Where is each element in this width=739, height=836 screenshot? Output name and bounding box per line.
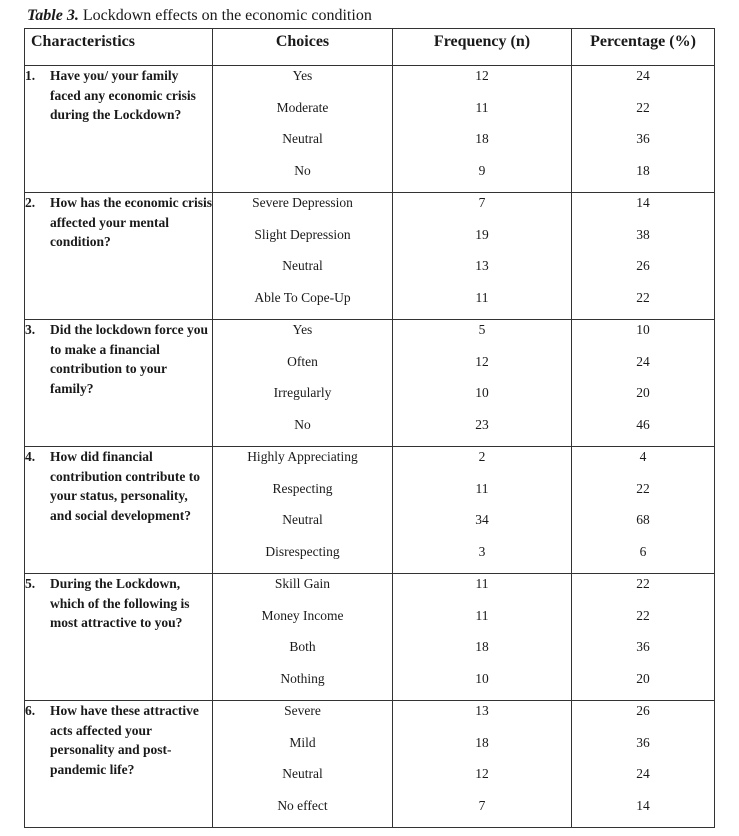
table-row (25, 447, 715, 574)
question-text: During the Lockdown, which of the following is most attractive to you? (50, 576, 190, 630)
question-number: 2. (25, 195, 36, 210)
percentage-value: 36 (636, 734, 650, 750)
table-row (25, 574, 715, 701)
choice-value: Severe (284, 703, 321, 718)
choice-value: Able To Cope-Up (254, 289, 351, 305)
percentage-value: 22 (636, 289, 650, 305)
choice-cell (213, 447, 393, 574)
question-number: 1. (25, 68, 36, 83)
table-row (25, 193, 715, 320)
question-number: 6. (25, 703, 36, 718)
percentage-value: 36 (636, 131, 650, 146)
percentage-cell (572, 193, 715, 320)
percentage-value: 22 (636, 576, 650, 591)
characteristic-cell (25, 701, 213, 828)
characteristic-cell (25, 574, 213, 701)
frequency-value: 11 (475, 576, 489, 591)
percentage-cell (572, 574, 715, 701)
percentage-value: 36 (636, 639, 650, 654)
question-number: 5. (25, 576, 36, 591)
choice-value: Yes (292, 322, 313, 337)
choice-value: Neutral (282, 766, 323, 781)
characteristic-cell (25, 447, 213, 574)
frequency-value: 13 (475, 703, 489, 718)
percentage-value: 10 (636, 322, 650, 337)
frequency-value: 11 (475, 99, 489, 115)
percentage-cell (572, 701, 715, 828)
question-number: 3. (25, 322, 36, 337)
frequency-value: 34 (475, 512, 489, 527)
table-title: Lockdown effects on the economic condition (78, 7, 372, 24)
percentage-value: 22 (636, 480, 650, 496)
percentage-value: 22 (636, 99, 650, 115)
table-row (25, 320, 715, 447)
characteristic-cell (25, 320, 213, 447)
frequency-value: 18 (475, 734, 489, 750)
choice-cell (213, 193, 393, 320)
frequency-value: 18 (475, 131, 489, 146)
choice-value: No (294, 416, 311, 432)
choice-value: Slight Depression (254, 226, 351, 242)
percentage-value: 6 (639, 543, 647, 559)
choice-cell (213, 320, 393, 447)
frequency-value: 7 (478, 797, 486, 813)
header-percentage: Percentage (%) (572, 29, 715, 66)
choice-value: Yes (292, 68, 313, 83)
frequency-value: 12 (475, 766, 489, 781)
characteristic-cell (25, 66, 213, 193)
frequency-cell (393, 66, 572, 193)
choice-value: Disrespecting (265, 543, 340, 559)
question-text: Did the lockdown force you to make a financial contribution to your family? (50, 322, 209, 396)
choice-value: Neutral (282, 258, 323, 273)
frequency-value: 5 (478, 322, 486, 337)
frequency-cell (393, 320, 572, 447)
frequency-value: 12 (475, 68, 489, 83)
choice-value: Highly Appreciating (247, 449, 358, 464)
choice-value: Often (287, 353, 318, 369)
frequency-value: 9 (478, 162, 486, 178)
table-label: Table 3. (27, 7, 79, 24)
frequency-value: 11 (475, 480, 489, 496)
frequency-value: 11 (475, 607, 489, 623)
percentage-value: 46 (636, 416, 650, 432)
frequency-value: 13 (475, 258, 489, 273)
header-row (25, 29, 715, 66)
choice-value: Nothing (280, 670, 325, 686)
percentage-value: 38 (636, 226, 650, 242)
header-characteristics: Characteristics (25, 29, 213, 66)
choice-value: Mild (289, 734, 316, 750)
question-number: 4. (25, 449, 36, 464)
choice-cell (213, 701, 393, 828)
percentage-value: 26 (636, 703, 650, 718)
percentage-value: 24 (636, 766, 650, 781)
choice-value: No effect (277, 797, 328, 813)
frequency-value: 11 (475, 289, 489, 305)
frequency-cell (393, 193, 572, 320)
frequency-value: 23 (475, 416, 489, 432)
percentage-value: 20 (636, 385, 650, 400)
choice-cell (213, 574, 393, 701)
choice-value: Skill Gain (274, 576, 331, 591)
lockdown-effects-table (24, 28, 715, 828)
choice-value: Respecting (272, 480, 333, 496)
frequency-value: 12 (475, 353, 489, 369)
percentage-cell (572, 447, 715, 574)
percentage-value: 20 (636, 670, 650, 686)
choice-value: Money Income (261, 607, 344, 623)
percentage-value: 24 (636, 68, 650, 83)
frequency-value: 3 (478, 543, 486, 559)
table-caption (27, 6, 372, 26)
table-body (25, 66, 715, 828)
percentage-value: 14 (636, 797, 650, 813)
percentage-cell (572, 320, 715, 447)
frequency-cell (393, 574, 572, 701)
percentage-value: 68 (636, 512, 650, 527)
frequency-value: 18 (475, 639, 489, 654)
percentage-value: 22 (636, 607, 650, 623)
frequency-value: 7 (478, 195, 486, 210)
choice-cell (213, 66, 393, 193)
choice-value: Both (289, 639, 316, 654)
frequency-value: 2 (478, 449, 486, 464)
frequency-value: 19 (475, 226, 489, 242)
choice-value: Moderate (276, 99, 329, 115)
percentage-value: 4 (639, 449, 647, 464)
choice-value: Irregularly (273, 385, 332, 400)
question-text: How have these attractive acts affected your personality and post-pandemic life? (50, 703, 199, 777)
characteristic-cell (25, 193, 213, 320)
question-text: Have you/ your family faced any economic crisis during the Lockdown? (50, 68, 196, 122)
percentage-cell (572, 66, 715, 193)
table-row (25, 701, 715, 828)
percentage-value: 26 (636, 258, 650, 273)
table-row (25, 66, 715, 193)
percentage-value: 18 (636, 162, 650, 178)
frequency-cell (393, 447, 572, 574)
choice-value: No (294, 162, 311, 178)
frequency-value: 10 (475, 385, 489, 400)
header-choices: Choices (213, 29, 393, 66)
choice-value: Neutral (282, 512, 323, 527)
percentage-value: 24 (636, 353, 650, 369)
frequency-cell (393, 701, 572, 828)
percentage-value: 14 (636, 195, 650, 210)
frequency-value: 10 (475, 670, 489, 686)
question-text: How did financial contribution contribute to your status, personality, and social development? (50, 449, 200, 523)
header-frequency: Frequency (n) (393, 29, 572, 66)
choice-value: Neutral (282, 131, 323, 146)
question-text: How has the economic crisis affected your mental condition? (50, 195, 212, 249)
choice-value: Severe Depression (252, 195, 353, 210)
